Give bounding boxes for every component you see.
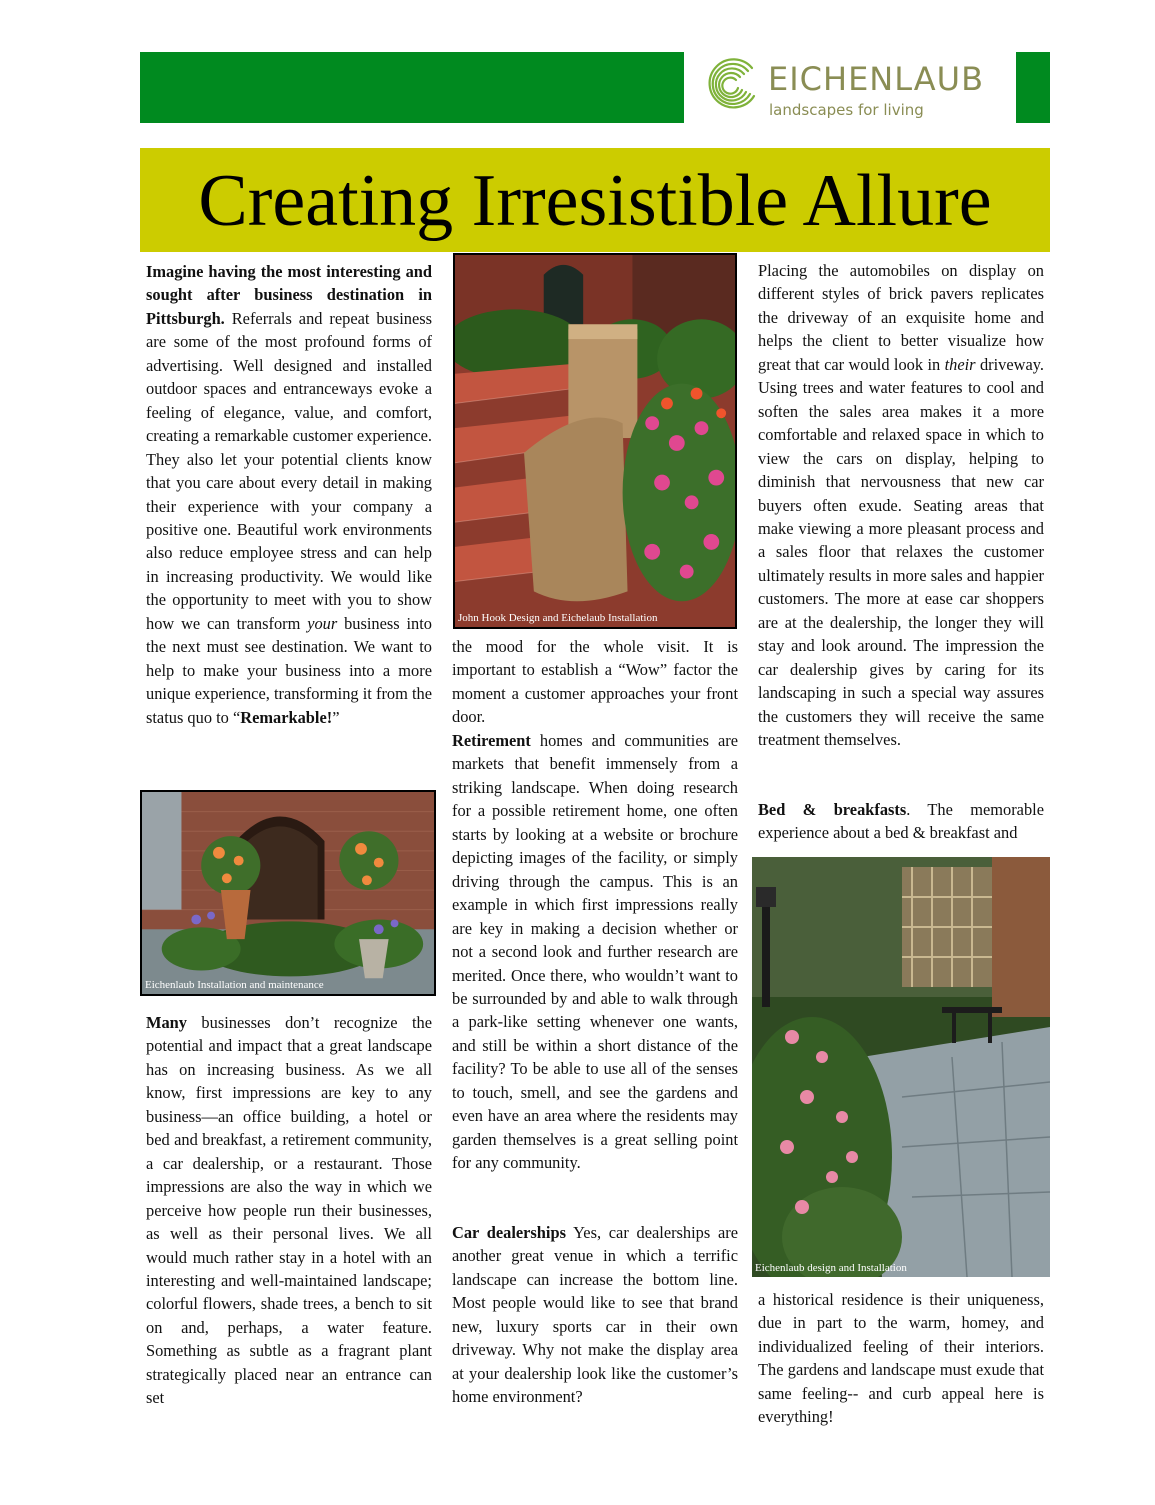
mood-paragraph: the mood for the whole visit. It is important to establish a “Wow” factor the moment a customer approaches your front door.	[452, 637, 738, 727]
header-green-bar	[140, 52, 684, 123]
header-green-stub	[1016, 52, 1050, 123]
placing-text-1: Placing the automobiles on display on different styles of brick pavers replicates the driveway of an exquisite home and helps the client to better visualize how great that car would look in	[758, 261, 1044, 374]
car-dealerships-paragraph	[452, 1221, 738, 1409]
placing-text-2: driveway. Using trees and water features to cool and soften the sales area makes it a more comfortable and relaxed space in which to view the cars on display, helping to diminish that nervousness that new car buyers often exude. Seating areas that make viewing a more pleasant process and a sales floor that relaxes the customer ultimately results in more sales and happier customers. The more at ease car shoppers are at the dealership, the longer they will stay and look around. The impression the car dealership gives by caring for its landscaping in such a special way assures the customers they will receive the same treatment themselves.	[758, 354, 1044, 750]
retirement-bold: Retirement	[452, 731, 531, 750]
retirement-text: homes and communities are markets that benefit immensely from a striking landscape. When doing research for a possible retirement home, one often starts by looking at a website or brochure depicting images of the facility, or simply driving through the campus. This is an example in which first impressions really are key in making a decision whether or not a second look and further research are merited. Once there, who wouldn’t want to be surrounded by and able to walk through a park-like setting whenever one wants, and still be within a short distance of the facility? To be able to use all of the senses to touch, smell, and see the gardens and even have an area where the residents may garden themselves is a great selling point for any community.	[452, 731, 738, 1173]
many-text: businesses don’t recognize the potential and impact that a great landscape has on increasing business. As we all know, first impressions are key to any business—an office building, a hotel or bed and breakfast, a retirement community, a car dealership, or a restaurant. Those impressions are also the way in which we perceive how people run their businesses, as well as their personal lives. We all would much rather stay in a hotel with an interesting and well-maintained landscape; colorful flowers, shade trees, a bench to sit on and, perhaps, a water feature. Something as subtle as a fragrant plant strategically placed near an entrance can set	[146, 1013, 432, 1408]
intro-paragraph	[146, 260, 432, 729]
intro-close-quote: ”	[332, 707, 340, 727]
many-paragraph	[146, 1011, 432, 1410]
intro-remarkable: Remarkable!	[240, 707, 333, 727]
many-bold: Many	[146, 1013, 187, 1032]
bnb-text: . The memorable experience about a bed & breakfast and	[758, 800, 1044, 843]
photo-caption: Eichenlaub Installation and maintenance	[145, 979, 324, 991]
placing-italic: their	[944, 354, 976, 374]
bnb-paragraph	[758, 798, 1044, 845]
car-bold: Car dealerships	[452, 1223, 566, 1242]
photo-caption: John Hook Design and Eichelaub Installation	[458, 612, 658, 624]
courtyard-planters-photo	[140, 790, 436, 996]
bnb-bold: Bed & breakfasts	[758, 800, 907, 819]
logo-name: EICHENLAUB	[768, 60, 985, 98]
intro-bold: Imagine having the most interesting and sought after business destination in Pittsburgh.	[146, 262, 432, 328]
patio-garden-photo	[752, 857, 1050, 1277]
leaf-swirl-icon	[702, 56, 760, 114]
logo-tagline: landscapes for living	[769, 101, 924, 119]
brick-steps-photo	[453, 253, 737, 629]
intro-text-1: Referrals and repeat business are some of the most profound forms of advertising. Well designed and installed outdoor spaces and entranceways evoke a feeling of elegance, value, and comfort, creating a remarkable customer experience. They also let your potential clients know that you care about every detail in making their experience with your company a positive one. Beautiful work environments also reduce employee stress and can help in increasing productivity. We would like the opportunity to meet with you to show how we can transform	[146, 308, 432, 633]
photo-caption: Eichenlaub design and Installation	[755, 1262, 907, 1274]
placing-paragraph	[758, 259, 1044, 752]
retirement-paragraph	[452, 729, 738, 1175]
intro-italic: your	[307, 613, 338, 633]
company-logo	[702, 54, 1002, 122]
historical-paragraph: a historical residence is their uniqueness, due in part to the warm, homey, and individualized feeling of their interiors. The gardens and landscape must exude that same feeling-- and curb appeal here is everything!	[758, 1290, 1044, 1427]
car-text: Yes, car dealerships are another great venue in which a terrific landscape can increase the bottom line. Most people would like to see that brand new, luxury sports car in their own driveway. Why not make the display area at your dealership look like the customer’s home environment?	[452, 1223, 739, 1407]
title-band	[140, 148, 1050, 252]
page-title: Creating Irresistible Allure	[198, 160, 992, 242]
intro-text-2: business into the next must see destination. We want to help to make your business into a more unique experience, transforming it from the status quo to “	[146, 613, 432, 727]
